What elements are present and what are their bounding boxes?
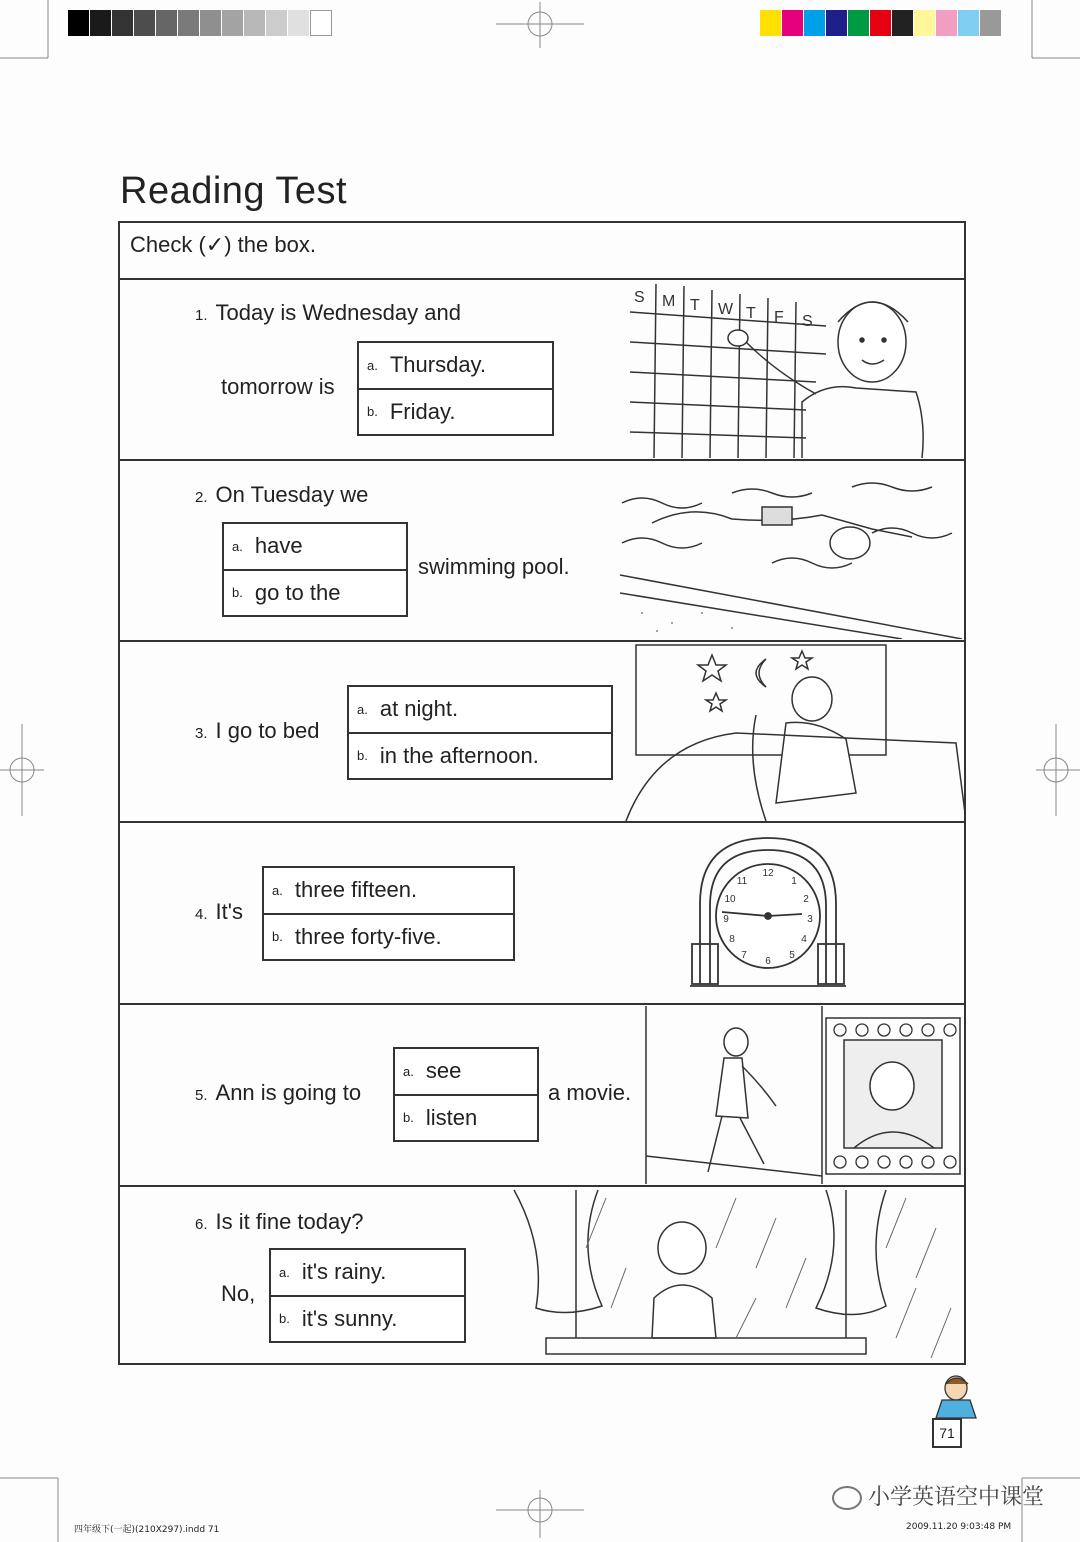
svg-text:11: 11 (736, 876, 748, 887)
question-5-text-after: a movie. (548, 1080, 632, 1105)
calendar-letter: W (718, 301, 734, 318)
question-2-option-a[interactable]: a. have (232, 533, 303, 559)
question-3-option-b[interactable]: b. in the afternoon. (349, 732, 611, 779)
question-1-text-2: tomorrow is (221, 374, 335, 399)
question-6-text: 6. Is it fine today? (195, 1209, 364, 1234)
boy-window-rain-picture (506, 1188, 966, 1364)
svg-text:4: 4 (801, 934, 807, 945)
calendar-letter: T (746, 305, 756, 322)
question-4-options (262, 866, 515, 961)
svg-text:8: 8 (729, 934, 735, 945)
instruction-text: Check (✓) the box. (130, 232, 316, 257)
question-2-text-after: swimming pool. (418, 554, 570, 579)
row-divider (118, 640, 966, 642)
svg-text:7: 7 (741, 950, 747, 961)
calendar-letter: S (634, 289, 645, 306)
svg-text:9: 9 (723, 914, 729, 925)
page-number: 71 (932, 1418, 962, 1448)
question-5-option-a[interactable]: a. see (403, 1058, 462, 1084)
question-6-text-2: No, (221, 1281, 256, 1306)
clock-picture (688, 834, 848, 994)
footer-timestamp: 2009.11.20 9:03:48 PM (906, 1522, 1012, 1532)
calendar-letter: S (802, 313, 813, 330)
question-1-options (357, 341, 554, 436)
svg-text:12: 12 (762, 868, 774, 879)
girl-walking-movie-picture (644, 1006, 966, 1184)
question-6-options (269, 1248, 466, 1343)
calendar-letter: T (690, 297, 700, 314)
svg-text:10: 10 (724, 894, 736, 905)
row-divider (118, 1185, 966, 1187)
question-1-option-a[interactable]: a. Thursday. (367, 352, 487, 378)
question-1-option-b[interactable]: b. Friday. (359, 388, 552, 435)
question-2-option-b[interactable]: b. go to the (224, 569, 406, 616)
calendar-letter: F (774, 309, 784, 326)
row-divider (118, 1003, 966, 1005)
row-divider (118, 278, 966, 280)
question-4-option-a[interactable]: a. three fifteen. (272, 877, 418, 903)
question-5-option-b[interactable]: b. listen (395, 1094, 537, 1141)
question-2-text: 2. On Tuesday we (195, 482, 369, 507)
row-divider (118, 821, 966, 823)
watermark-text: 小学英语空中课堂 (832, 1480, 1044, 1511)
page-title: Reading Test (120, 170, 348, 212)
question-3-text: 3. I go to bed (195, 718, 320, 743)
footer-file-info: 四年级下(一起)(210X297).indd 71 (74, 1525, 220, 1535)
calendar-letter: M (662, 293, 676, 310)
wechat-icon (832, 1486, 862, 1510)
question-2-options (222, 522, 408, 617)
question-1-text: 1. Today is Wednesday and (195, 300, 461, 325)
boy-pointing-calendar-picture (626, 282, 964, 458)
girl-bed-night-picture (616, 643, 966, 821)
question-5-text: 5. Ann is going to (195, 1080, 362, 1105)
svg-text:6: 6 (765, 956, 771, 967)
question-3-options (347, 685, 613, 780)
svg-text:3: 3 (807, 914, 813, 925)
question-3-option-a[interactable]: a. at night. (357, 696, 459, 722)
svg-text:5: 5 (789, 950, 795, 961)
question-6-option-b[interactable]: b. it's sunny. (271, 1295, 464, 1342)
question-4-text: 4. It's (195, 899, 243, 924)
svg-text:2: 2 (803, 894, 809, 905)
row-divider (118, 459, 966, 461)
question-4-option-b[interactable]: b. three forty-five. (264, 913, 513, 960)
svg-text:1: 1 (791, 876, 797, 887)
question-6-option-a[interactable]: a. it's rainy. (279, 1259, 387, 1285)
question-5-options (393, 1047, 539, 1142)
boy-swimming-picture (612, 463, 964, 639)
